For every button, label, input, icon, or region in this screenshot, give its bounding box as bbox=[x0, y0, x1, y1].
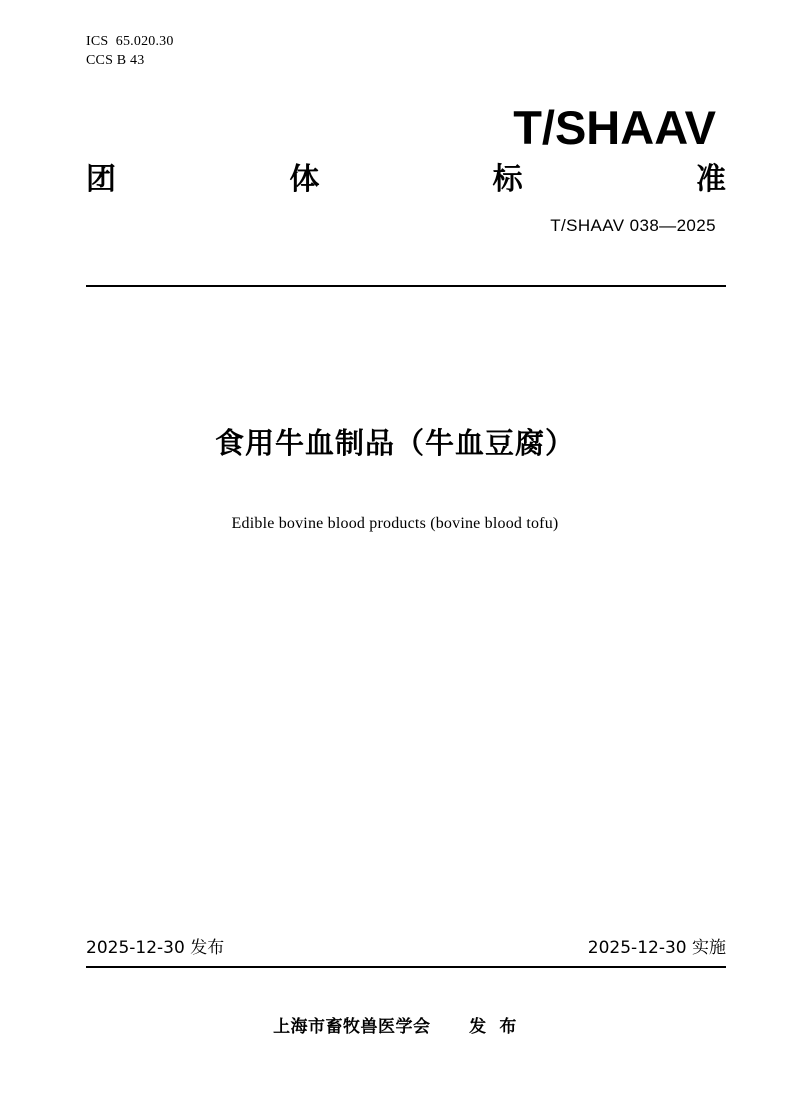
ccs-code: CCS B 43 bbox=[86, 53, 145, 68]
document-title-english: Edible bovine blood products (bovine blood tofu) bbox=[231, 515, 559, 532]
implementation-date: 2025-12-30 实施 bbox=[587, 938, 726, 958]
standard-type-char-1: 团 bbox=[86, 162, 116, 197]
publication-dates bbox=[86, 936, 726, 960]
ics-code: ICS 65.020.30 bbox=[86, 34, 174, 49]
standard-type-char-4: 准 bbox=[695, 162, 726, 197]
standard-type-char-3: 标 bbox=[492, 162, 523, 197]
footer-divider bbox=[86, 966, 726, 968]
issue-date: 2025-12-30 发布 bbox=[86, 938, 225, 958]
standard-number: T/SHAAV 038—2025 bbox=[550, 216, 716, 235]
document-title-chinese: 食用牛血制品（牛血豆腐） bbox=[214, 426, 575, 460]
classification-codes bbox=[86, 32, 174, 70]
publisher-name: 上海市畜牧兽医学会 发 布 bbox=[273, 1017, 517, 1037]
standard-type-char-2: 体 bbox=[289, 162, 320, 197]
shaav-logo: T/SHAAV bbox=[513, 101, 716, 154]
standard-type-label bbox=[86, 162, 726, 198]
header-divider bbox=[86, 285, 726, 287]
